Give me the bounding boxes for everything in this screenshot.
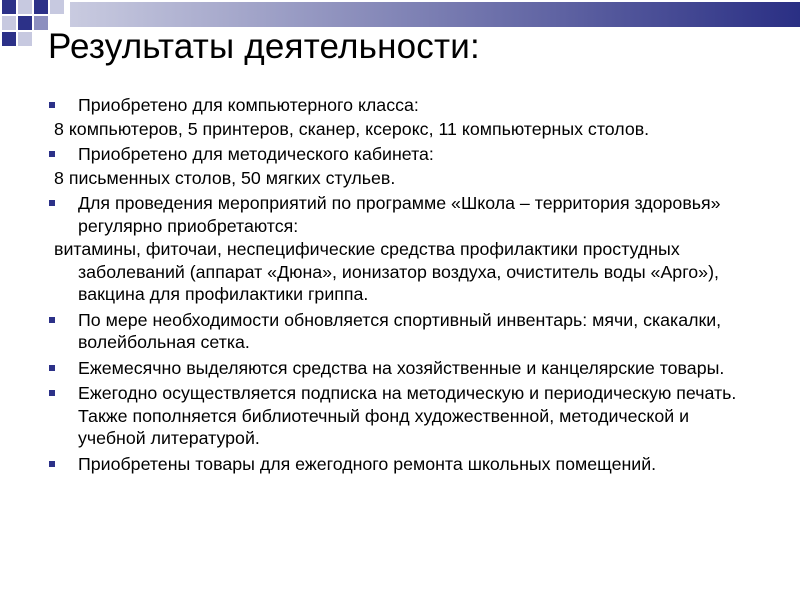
decor-square — [34, 0, 48, 14]
bullet-text: Ежемесячно выделяются средства на хозяйственные и канцелярские товары. — [78, 357, 725, 378]
bullet-item — [30, 382, 760, 450]
continuation-paragraph: 8 письменных столов, 50 мягких стульев. — [54, 167, 396, 188]
bullet-item — [30, 192, 760, 237]
bullet-item — [30, 309, 760, 354]
bullet-item — [30, 94, 760, 117]
header-gradient-band — [70, 2, 800, 27]
bullet-text: Приобретено для методического кабинета: — [78, 144, 434, 164]
decor-square — [2, 32, 16, 46]
bullet-text: Ежегодно осуществляется подписка на методическую и периодическую печать. Также пополняется библиотечный фонд художественной, методической и учебной литературой. — [78, 383, 737, 448]
decor-square — [2, 16, 16, 30]
header-decoration — [0, 0, 800, 30]
bullet-item — [30, 143, 760, 166]
bullet-text: Приобретено для компьютерного класса: — [78, 95, 419, 115]
bullet-item — [30, 357, 760, 380]
square-bullet-icon — [49, 317, 55, 323]
bullet-text: Приобретены товары для ежегодного ремонта школьных помещений. — [78, 453, 657, 474]
decor-square — [18, 0, 32, 14]
decor-square — [34, 16, 48, 30]
square-bullet-icon — [49, 151, 55, 157]
slide-body — [30, 94, 760, 476]
square-bullet-icon — [49, 102, 55, 108]
square-bullet-icon — [49, 390, 55, 396]
decor-square — [18, 16, 32, 30]
decor-square — [18, 32, 32, 46]
continuation-paragraph: витамины, фиточаи, неспецифические средства профилактики простудных заболеваний (аппарат «Дюна», ионизатор воздуха, очиститель воды «Арго»), вакцина для профилактики гриппа. — [54, 239, 719, 304]
decor-square — [50, 0, 64, 14]
decor-square — [2, 0, 16, 14]
square-bullet-icon — [49, 365, 55, 371]
bullet-text: По мере необходимости обновляется спортивный инвентарь: мячи, скакалки, волейбольная сетка. — [78, 309, 722, 352]
bullet-text: Для проведения мероприятий по программе «Школа – территория здоровья» регулярно приобретаются: — [78, 193, 721, 236]
square-bullet-icon — [49, 200, 55, 206]
continuation-paragraph: 8 компьютеров, 5 принтеров, сканер, ксерокс, 11 компьютерных столов. — [54, 118, 650, 139]
square-bullet-icon — [49, 461, 55, 467]
slide-title: Результаты деятельности: — [48, 27, 480, 66]
bullet-item — [30, 453, 760, 476]
